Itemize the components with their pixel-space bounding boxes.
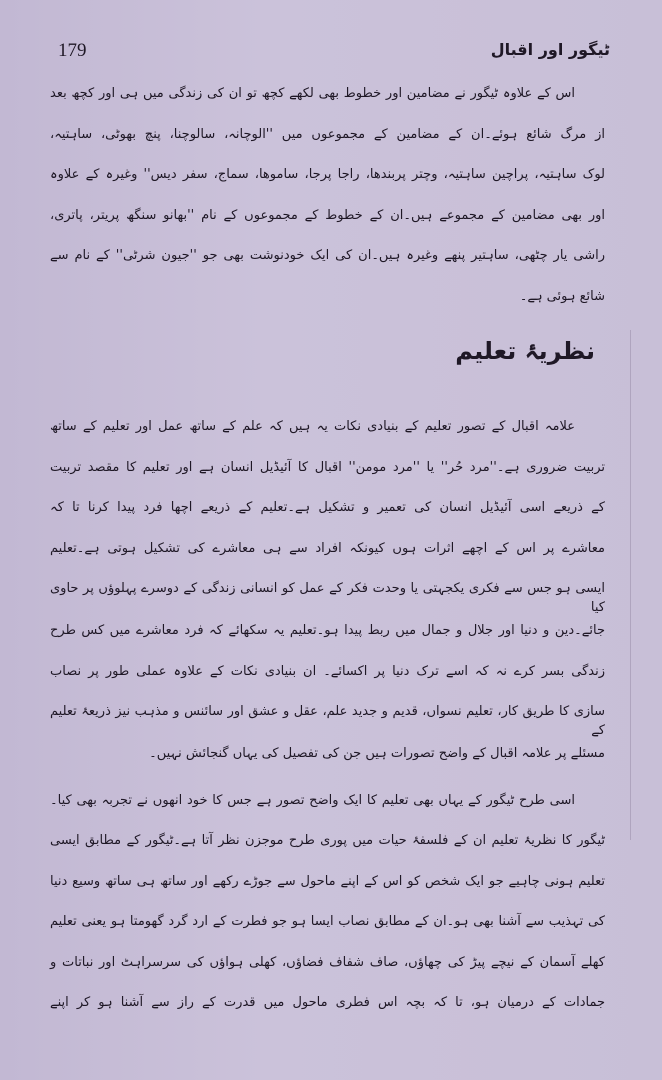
text-line: مسئلے پر علامہ اقبال کے واضح تصورات ہیں جن کی تفصیل کی یہاں گنجائش نہیں۔ xyxy=(149,746,605,761)
running-title: ٹیگور اور اقبال xyxy=(490,40,610,59)
text-line: سازی کا طریق کار، تعلیم نسواں، قدیم و جدید علم، عقل و عشق اور سائنس و مذہب نیز ذریعۂ تعلیم کے xyxy=(50,704,605,738)
text-line: ٹیگور کا نظریۂ تعلیم ان کے فلسفۂ حیات میں پوری طرح موجزن نظر آتا ہے۔ٹیگور کے مطابق ایسی xyxy=(50,833,605,848)
text-line: کی تہذیب سے آشنا بھی ہو۔ان کے مطابق نصاب ایسا ہو جو فطرت کے ارد گرد گھومتا ہو یعنی تعلیم xyxy=(50,914,605,929)
text-line: تعلیم ہونی چاہیے جو ایک شخص کو اس کے اپنے ماحول سے جوڑے رکھے اور ساتھ ہی ساتھ وسیع دنیا xyxy=(50,873,605,889)
text-line: اور بھی مضامین کے مجموعے ہیں۔ان کے خطوط کے مجموعوں کے نام ''بھانو سنگھ پریتر، پاتری، xyxy=(50,207,605,223)
text-line: اس کے علاوہ ٹیگور نے مضامین اور خطوط بھی لکھے کچھ تو ان کی زندگی میں ہی اور کچھ بعد xyxy=(50,86,575,101)
text-line: اسی طرح ٹیگور کے یہاں بھی تعلیم کا ایک واضح تصور ہے جس کا خود انھوں نے تجربہ بھی کیا۔ xyxy=(50,792,575,808)
text-line: ایسی ہو جس سے فکری یکجہتی یا وحدت فکر کے عمل کو انسانی زندگی کے دوسرے پہلوؤں پر حاوی کیا xyxy=(50,581,605,615)
text-line: کے ذریعے اسی آئیڈیل انسان کی تعمیر و تشکیل ہے۔تعلیم کے ذریعے اچھا فرد پیدا کرنا تا کہ xyxy=(50,500,605,515)
text-line: معاشرے پر اس کے اچھے اثرات ہوں کیونکہ افراد سے ہی معاشرے کی تشکیل ہوتی ہے۔تعلیم xyxy=(50,540,605,556)
section-heading: نظریۂ تعلیم xyxy=(455,337,595,365)
text-line: شائع ہوئی ہے۔ xyxy=(519,288,605,304)
text-line: زندگی بسر کرے نہ کہ اسے ترک دنیا پر اکسائے۔ ان بنیادی نکات کے علاوہ عملی طور پر نصاب xyxy=(50,663,605,679)
page-number: 179 xyxy=(58,40,87,61)
text-line: راشی یار چٹھی، ساہتیر پنھے وغیرہ ہیں۔ان کی ایک خودنوشت بھی جو ''جیون شرٹی'' کے نام سے xyxy=(50,248,605,263)
text-line: لوک ساہتیہ، پراچین ساہتیہ، وچتر پربندھا، راجا پرجا، ساموھا، سماج، سفر دیس'' وغیرہ کے علاوہ xyxy=(50,167,605,182)
text-line: کھلے آسمان کے نیچے پیڑ کی چھاؤں، صاف شفاف فضاؤں، کھلی ہواؤں کی سرسراہٹ اور نباتات و xyxy=(50,954,605,970)
text-column xyxy=(50,80,605,1030)
text-line: علامہ اقبال کے تصور تعلیم کے بنیادی نکات یہ ہیں کہ علم کے ساتھ عمل اور تعلیم کے ساتھ xyxy=(50,419,575,434)
text-line: جمادات کے درمیان ہو، تا کہ بچہ اس فطری ماحول میں قدرت کے راز سے آشنا ہو کر اپنے xyxy=(50,995,605,1010)
text-line: جائے۔دین و دنیا اور جلال و جمال میں ربط پیدا ہو۔تعلیم یہ سکھائے کہ فرد معاشرے میں کس طرح xyxy=(50,623,605,638)
text-line: تربیت ضروری ہے۔''مرد حُر'' یا ''مرد مومن'' اقبال کا آئیڈیل انسان ہے اور تعلیم کا مقصد تربیت xyxy=(50,459,605,475)
text-line: از مرگ شائع ہوئے۔ان کے مضامین کے مجموعوں میں ''الوچانہ، سالوچنا، پنچ بھوٹی، ساہتیہ، xyxy=(50,126,605,142)
pencil-margin-mark xyxy=(630,330,631,840)
